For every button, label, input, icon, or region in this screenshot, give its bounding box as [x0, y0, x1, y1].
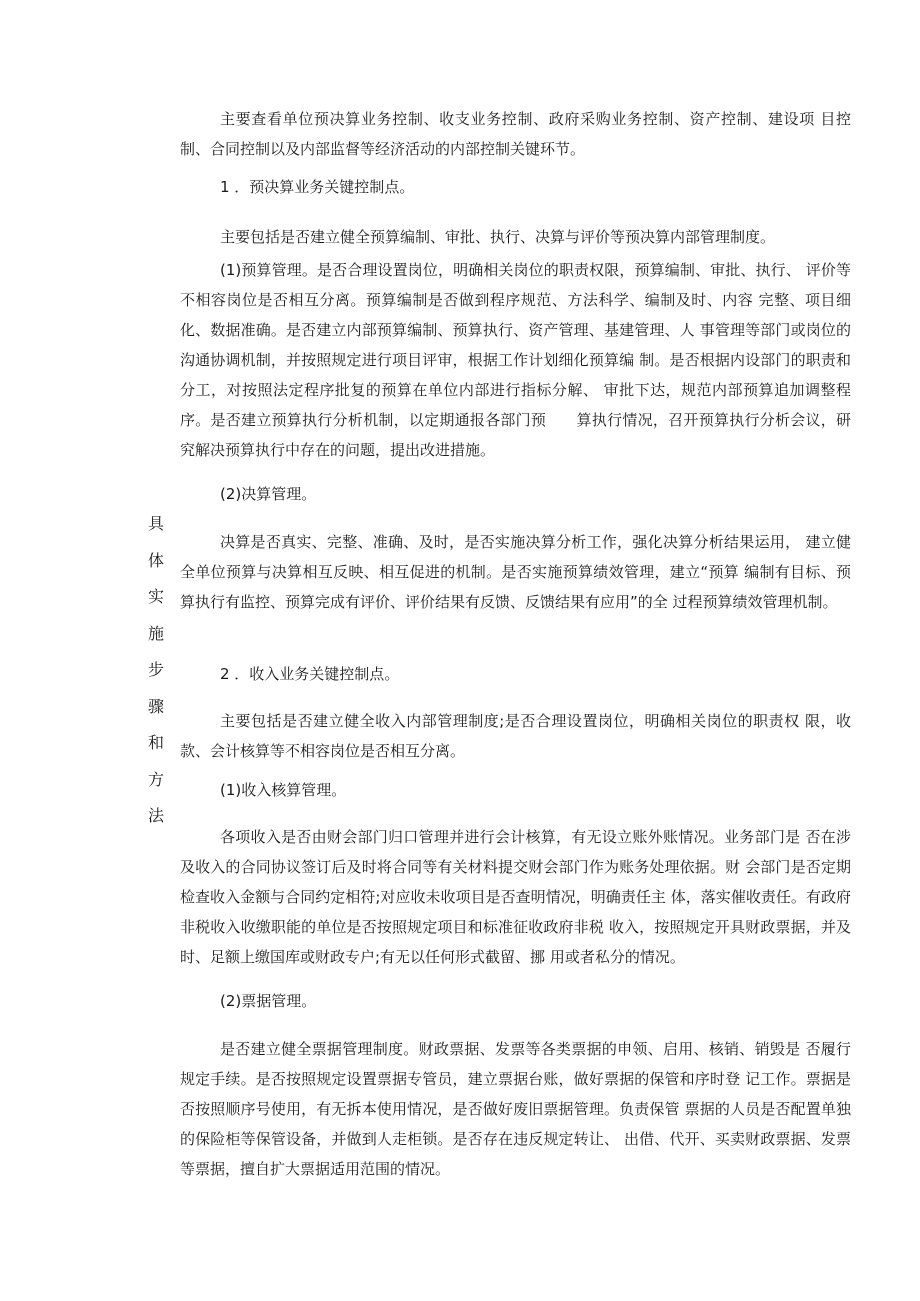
- side-label-char: 体: [147, 550, 164, 570]
- revenue-intro-paragraph: 主要包括是否建立健全收入内部管理制度;是否合理设置岗位，明确相关岗位的职责权 限，收款、会计核算等不相容岗位是否相互分离。: [180, 712, 851, 760]
- final-accounts-paragraph: 决算是否真实、完整、准确、及时，是否实施决算分析工作，强化决算分析结果运用， 建立健全单位预算与决算相互反映、相互促进的机制。是否实施预算绩效管理，建立“预算 编制有目标、预算执行有监控、预算完成有评价、评价结果有反馈、反馈结果有应用”的全 过程预算绩效管理机制。: [180, 533, 851, 611]
- side-label-char: 具: [147, 514, 164, 533]
- side-label-vertical: [143, 506, 169, 835]
- side-label-char: 步: [147, 660, 164, 679]
- section-heading-revenue: 2 ．收入业务关键控制点。: [220, 665, 400, 683]
- side-label-char: 施: [147, 623, 164, 643]
- subheading-final-accounts: (2)决算管理。: [220, 485, 317, 503]
- side-label-char: 和: [147, 733, 164, 752]
- side-label-char: 骤: [147, 696, 164, 716]
- section-heading-budget: 1 ．预决算业务关键控制点。: [220, 178, 415, 196]
- budget-intro-paragraph: 主要包括是否建立健全预算编制、审批、执行、决算与评价等预决算内部管理制度。: [220, 228, 776, 246]
- intro-paragraph: 主要查看单位预决算业务控制、收支业务控制、政府采购业务控制、资产控制、建设项 目控制、合同控制以及内部监督等经济活动的内部控制关键环节。: [180, 110, 851, 158]
- revenue-accounting-paragraph: 各项收入是否由财会部门归口管理并进行会计核算，有无设立账外账情况。业务部门是 否在涉及收入的合同协议签订后及时将合同等有关材料提交财会部门作为账务处理依据。财 会部门是否定期检查收入金额与合同约定相符;对应收未收项目是否查明情况，明确责任主 体，落实催收责任。有政府非税收入收缴职能的单位是否按照规定项目和标准征收政府非税 收入，按照规定开具财政票据，并及时、足额上缴国库或财政专户;有无以任何形式截留、挪 用或者私分的情况。: [180, 828, 851, 966]
- side-label-char: 法: [147, 806, 164, 825]
- receipt-management-paragraph: 是否建立健全票据管理制度。财政票据、发票等各类票据的申领、启用、核销、销毁是 否履行规定手续。是否按照规定设置票据专管员，建立票据台账，做好票据的保管和序时登 记工作。票据是否按照顺序号使用，有无拆本使用情况，是否做好废旧票据管理。负责保管 票据的人员是否配置单独的保险柜等保管设备，并做到人走柜锁。是否存在违反规定转让、 出借、代开、买卖财政票据、发票等票据，擅自扩大票据适用范围的情况。: [180, 1040, 851, 1178]
- side-label-char: 方: [147, 769, 164, 789]
- budget-management-paragraph: (1)预算管理。是否合理设置岗位，明确相关岗位的职责权限，预算编制、审批、执行、 评价等不相容岗位是否相互分离。预算编制是否做到程序规范、方法科学、编制及时、内容 完整、项目细化、数据准确。是否建立内部预算编制、预算执行、资产管理、基建管理、人 事管理等部门或岗位的沟通协调机制，并按照规定进行项目评审，根据工作计划细化预算编 制。是否根据内设部门的职责和分工，对按照法定程序批复的预算在单位内部进行指标分解、 审批下达，规范内部预算追加调整程序。是否建立预算执行分析机制，以定期通报各部门预 算执行情况，召开预算执行分析会议，研究解决预算执行中存在的问题，提出改进措施。: [180, 261, 851, 459]
- side-label-char: 实: [147, 587, 164, 606]
- subheading-receipt-management: (2)票据管理。: [220, 992, 317, 1010]
- subheading-revenue-accounting: (1)收入核算管理。: [220, 781, 347, 799]
